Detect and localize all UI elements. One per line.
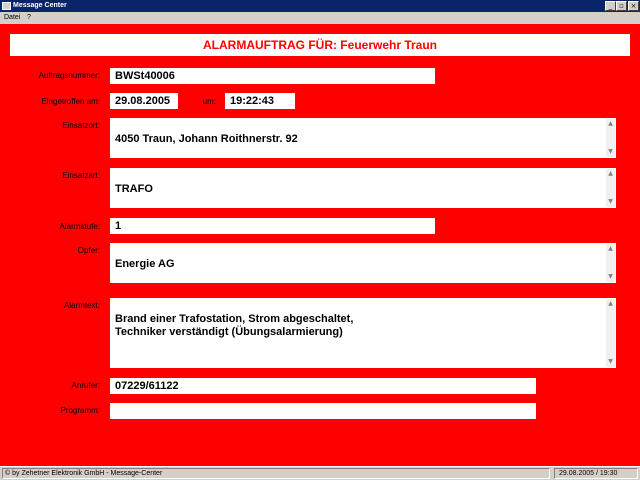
alarmstufe-field[interactable]: 1 bbox=[110, 218, 435, 234]
einsatzart-value: TRAFO bbox=[115, 183, 153, 195]
einsatzart-label: Einsatzart: bbox=[62, 171, 100, 180]
alarmtext-scrollbar[interactable] bbox=[606, 299, 615, 367]
einsatzort-value: 4050 Traun, Johann Roithnerstr. 92 bbox=[115, 133, 298, 145]
einsatzart-scrollbar[interactable] bbox=[606, 169, 615, 207]
alarmtext-label: Alarmtext: bbox=[63, 301, 100, 310]
scroll-down-arrow-icon[interactable]: ▼ bbox=[608, 198, 613, 205]
eingetroffen-label: Eingetroffen am: bbox=[41, 97, 100, 106]
menu-item-datei[interactable]: Datei bbox=[4, 14, 21, 21]
menu-item-help[interactable]: ? bbox=[27, 14, 31, 21]
scroll-down-arrow-icon[interactable]: ▼ bbox=[608, 148, 613, 155]
einsatzart-field[interactable] bbox=[110, 168, 616, 208]
alarmtext-field[interactable] bbox=[110, 298, 616, 368]
alarm-form bbox=[0, 24, 640, 466]
eingetroffen-time-field[interactable]: 19:22:43 bbox=[225, 93, 295, 109]
window-title: Message Center bbox=[13, 2, 67, 9]
scroll-up-arrow-icon[interactable]: ▲ bbox=[608, 245, 613, 252]
scroll-up-arrow-icon[interactable]: ▲ bbox=[608, 170, 613, 177]
scroll-up-arrow-icon[interactable]: ▲ bbox=[608, 120, 613, 127]
opfer-field[interactable] bbox=[110, 243, 616, 283]
opfer-value: Energie AG bbox=[115, 258, 175, 270]
status-bar bbox=[0, 466, 640, 480]
alarmstufe-label: Alarmstufe: bbox=[59, 222, 100, 231]
scroll-down-arrow-icon[interactable]: ▼ bbox=[608, 358, 613, 365]
status-copyright: © by Zehetner Elektronik GmbH - Message-Center bbox=[2, 468, 550, 479]
einsatzort-label: Einsatzort: bbox=[62, 121, 100, 130]
alarmtext-value: Brand einer Trafostation, Strom abgeschaltet, Techniker verständigt (Übungsalarmierung) bbox=[115, 313, 354, 338]
programm-field[interactable] bbox=[110, 403, 536, 419]
title-bar bbox=[0, 0, 640, 12]
maximize-button[interactable]: ▫ bbox=[616, 1, 627, 11]
app-icon bbox=[2, 2, 11, 10]
scroll-down-arrow-icon[interactable]: ▼ bbox=[608, 273, 613, 280]
status-datetime: 29.08.2005 / 19:30 bbox=[554, 468, 638, 479]
eingetroffen-date-field[interactable]: 29.08.2005 bbox=[110, 93, 178, 109]
anrufer-field[interactable]: 07229/61122 bbox=[110, 378, 536, 394]
einsatzort-scrollbar[interactable] bbox=[606, 119, 615, 157]
alarm-headline: ALARMAUFTRAG FÜR: Feuerwehr Traun bbox=[10, 34, 630, 56]
um-label: um: bbox=[202, 97, 216, 106]
opfer-label: Opfer: bbox=[77, 246, 100, 255]
scroll-up-arrow-icon[interactable]: ▲ bbox=[608, 300, 613, 307]
auftragsnummer-field[interactable]: BWSt40006 bbox=[110, 68, 435, 84]
programm-label: Programm: bbox=[60, 406, 100, 415]
opfer-scrollbar[interactable] bbox=[606, 244, 615, 282]
close-button[interactable]: × bbox=[628, 1, 639, 11]
einsatzort-field[interactable] bbox=[110, 118, 616, 158]
anrufer-label: Anrufer: bbox=[71, 381, 100, 390]
minimize-button[interactable]: _ bbox=[605, 1, 616, 11]
menu-bar bbox=[0, 12, 640, 24]
auftragsnummer-label: Auftragsnummer: bbox=[38, 71, 100, 80]
